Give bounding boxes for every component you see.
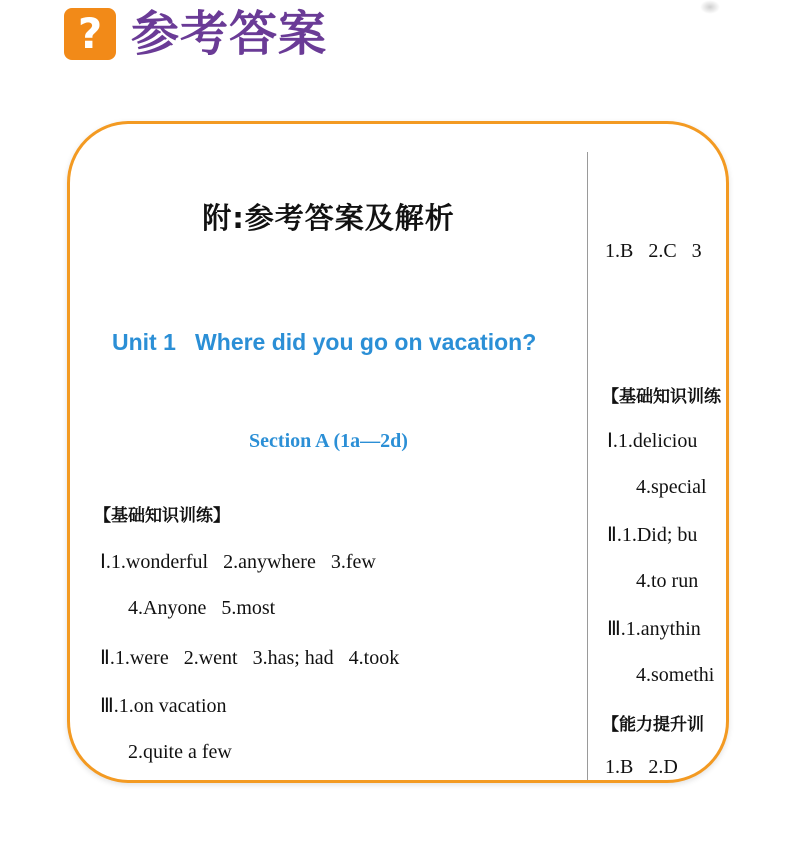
section-title: Section A (1a—2d): [249, 430, 408, 452]
answer-line: Ⅰ.1.deliciou: [607, 430, 698, 452]
answer-line: 4.to run: [636, 570, 699, 592]
answer-line: 4.somethi: [636, 664, 715, 686]
answer-line: Ⅲ.1.on vacation: [100, 695, 227, 717]
answer-line: Ⅲ.1.anythin: [607, 618, 701, 640]
corner-shadow: [700, 0, 720, 14]
answer-line: 4.special: [636, 476, 707, 498]
page-heading: 参考答案: [131, 6, 328, 62]
doc-title: 附:参考答案及解析: [202, 201, 455, 235]
left-block-heading: 【基础知识训练】: [94, 506, 230, 526]
right-block-heading-2: 【能力提升训: [602, 715, 704, 735]
right-top-answers: 1.B 2.C 3: [605, 240, 702, 262]
unit-title: Unit 1 Where did you go on vacation?: [112, 329, 537, 355]
answer-line: Ⅰ.1.wonderful 2.anywhere 3.few: [100, 551, 376, 573]
column-divider: [587, 152, 588, 782]
question-mark-icon: ?: [64, 8, 116, 60]
answer-line: Ⅱ.1.Did; bu: [607, 524, 698, 546]
right-block-heading: 【基础知识训练: [602, 387, 721, 407]
answer-line: 2.quite a few: [128, 741, 232, 763]
answer-line: Ⅱ.1.were 2.went 3.has; had 4.took: [100, 647, 400, 669]
answer-card: [67, 121, 729, 783]
answer-line: 4.Anyone 5.most: [128, 597, 276, 619]
right-bottom-answers: 1.B 2.D: [605, 756, 678, 778]
